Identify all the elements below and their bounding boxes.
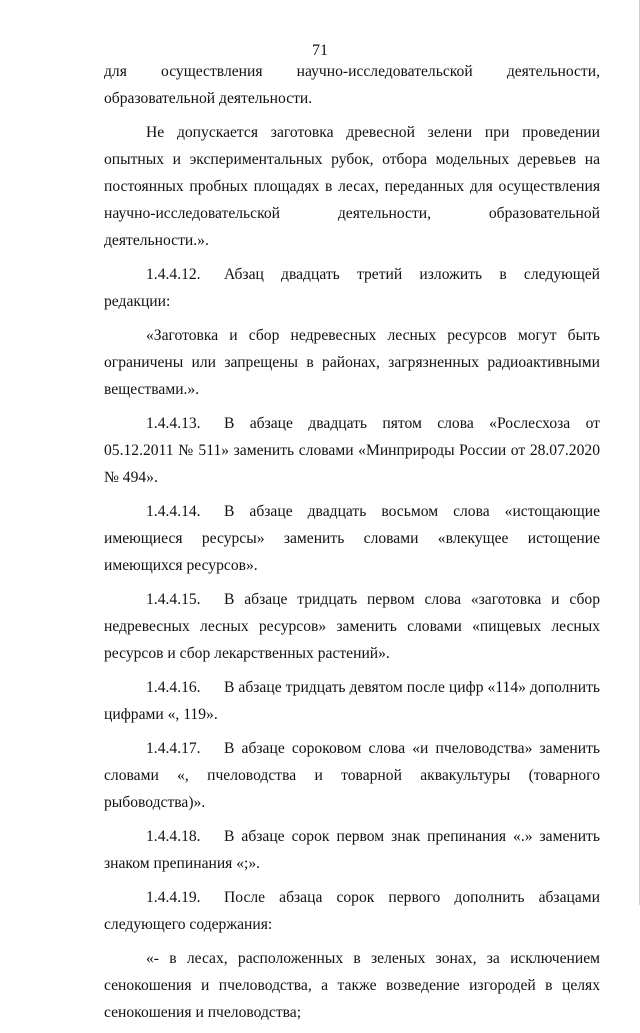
item-number: 1.4.4.12. bbox=[146, 266, 201, 283]
list-item bbox=[104, 735, 600, 816]
item-number: 1.4.4.15. bbox=[146, 591, 201, 608]
item-number: 1.4.4.18. bbox=[146, 828, 201, 845]
item-text: Абзац двадцать третий изложить в следующей редакции: bbox=[104, 266, 600, 310]
list-item bbox=[104, 410, 600, 491]
list-item bbox=[104, 586, 600, 667]
paragraph-continuation bbox=[104, 58, 600, 112]
item-number: 1.4.4.17. bbox=[146, 740, 201, 757]
list-item bbox=[104, 884, 600, 938]
paragraph: «Заготовка и сбор недревесных лесных ресурсов могут быть ограничены или запрещены в районах, загрязненных радиоактивными веществами.». bbox=[104, 327, 600, 398]
paragraph-first-line: для осуществления научно-исследовательской деятельности, bbox=[104, 63, 600, 80]
list-item bbox=[104, 498, 600, 579]
item-text: В абзаце сорок первом знак препинания «.» заменить знаком препинания «;». bbox=[104, 828, 600, 872]
item-text: В абзаце двадцать пятом слова «Рослесхоза от 05.12.2011 № 511» заменить словами «Минприроды России от 28.07.2020 № 494». bbox=[104, 415, 600, 486]
item-text: После абзаца сорок первого дополнить абзацами следующего содержания: bbox=[104, 889, 600, 933]
paragraph-rest: образовательной деятельности. bbox=[104, 90, 313, 107]
item-number: 1.4.4.19. bbox=[146, 889, 201, 906]
paragraph: Не допускается заготовка древесной зелени при проведении опытных и экспериментальных рубок, отбора модельных деревьев на постоянных пробных площадях в лесах, переданных для осуществления научно-исследовательской деятельности, образовательной деятельности.». bbox=[104, 124, 600, 249]
item-text: В абзаце сороковом слова «и пчеловодства» заменить словами «, пчеловодства и товарной аквакультуры (товарного рыбоводства)». bbox=[104, 740, 600, 811]
item-text: В абзаце тридцать девятом после цифр «114» дополнить цифрами «, 119». bbox=[104, 679, 600, 723]
paragraph: «- в лесах, расположенных в зеленых зонах, за исключением сенокошения и пчеловодства, а также возведение изгородей в целях сенокошения и пчеловодства; bbox=[104, 950, 600, 1021]
document-body bbox=[104, 58, 600, 1033]
item-text: В абзаце двадцать восьмом слова «истощающие имеющиеся ресурсы» заменить словами «влекущее истощение имеющихся ресурсов». bbox=[104, 503, 600, 574]
list-item bbox=[104, 261, 600, 315]
item-number: 1.4.4.13. bbox=[146, 415, 201, 432]
item-number: 1.4.4.16. bbox=[146, 679, 201, 696]
item-number: 1.4.4.14. bbox=[146, 503, 201, 520]
item-text: В абзаце тридцать первом слова «заготовка и сбор недревесных лесных ресурсов» заменить словами «пищевых лесных ресурсов и сбор лекарственных растений». bbox=[104, 591, 600, 662]
page-number: 71 bbox=[312, 42, 328, 59]
list-item bbox=[104, 674, 600, 728]
list-item bbox=[104, 823, 600, 877]
